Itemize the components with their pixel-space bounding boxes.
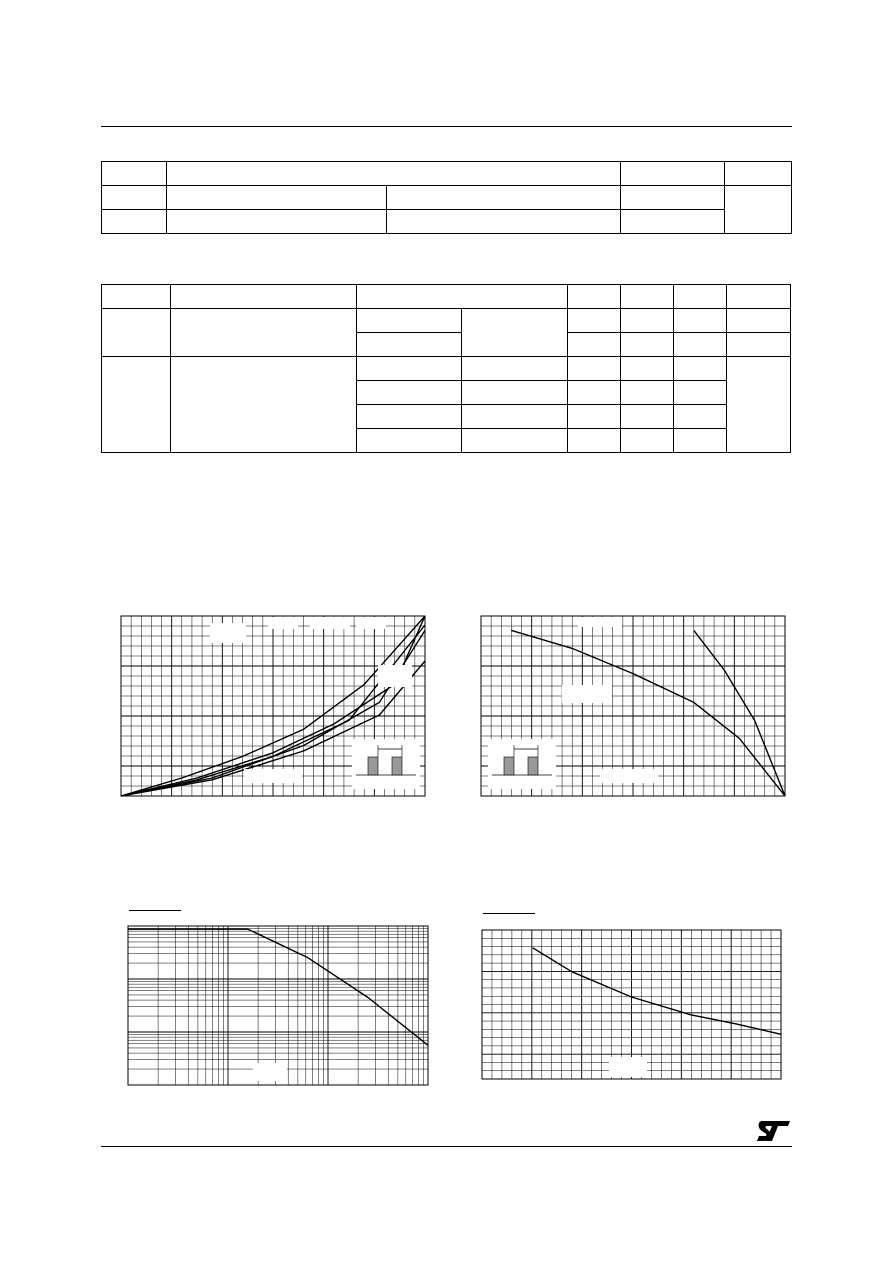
table-cell	[674, 333, 727, 357]
label-mask	[562, 685, 612, 703]
table-row	[102, 285, 791, 309]
electrical-table	[101, 284, 791, 453]
table-cell	[462, 309, 568, 357]
pulse-2	[392, 757, 402, 775]
table-cell	[674, 405, 727, 429]
table-cell	[621, 285, 674, 309]
table-cell	[102, 186, 167, 210]
pulse-waveform-icon	[352, 739, 420, 789]
inset-box	[352, 739, 420, 789]
table-cell	[568, 429, 621, 453]
table-cell	[102, 309, 171, 357]
table-cell	[674, 429, 727, 453]
table-row	[102, 309, 791, 333]
caption-rule-right	[483, 913, 535, 914]
table-cell	[462, 429, 568, 453]
table-cell	[356, 309, 462, 333]
table-cell	[462, 357, 568, 381]
table-cell	[620, 186, 725, 210]
chart-top-right-svg	[480, 615, 786, 797]
thermal-table	[101, 161, 792, 234]
chart-bottom-right-svg	[481, 929, 782, 1080]
table-cell	[727, 309, 791, 333]
table-cell	[568, 285, 621, 309]
table-cell	[727, 333, 791, 357]
table-cell	[356, 357, 462, 381]
chart-bottom-left	[127, 925, 429, 1086]
table-cell	[568, 405, 621, 429]
table-cell	[356, 381, 462, 405]
table-cell	[356, 333, 462, 357]
label-mask	[310, 617, 350, 629]
table-cell	[462, 405, 568, 429]
table-cell	[102, 285, 171, 309]
label-mask	[356, 617, 386, 629]
table-cell	[170, 309, 356, 357]
table-cell	[621, 357, 674, 381]
table-cell	[102, 210, 167, 234]
label-mask	[210, 623, 246, 643]
table-cell	[568, 357, 621, 381]
table-row	[102, 162, 792, 186]
label-mask	[378, 665, 412, 687]
table-cell	[386, 186, 620, 210]
table-cell	[725, 162, 792, 186]
header-rule	[101, 126, 792, 127]
label-mask	[268, 617, 298, 629]
table-cell	[356, 285, 568, 309]
table-cell	[620, 162, 725, 186]
table-cell	[621, 309, 674, 333]
pulse-1	[504, 757, 514, 775]
label-mask	[578, 617, 622, 627]
chart-bottom-left-svg	[127, 925, 429, 1086]
table-row	[102, 357, 791, 381]
table-cell	[727, 285, 791, 309]
table-cell	[674, 381, 727, 405]
chart-frame	[128, 926, 428, 1085]
st-logo-icon	[756, 1119, 792, 1148]
pulse-2	[528, 757, 538, 775]
label-mask	[253, 1063, 287, 1081]
inset-box	[488, 739, 556, 789]
table-cell	[166, 186, 386, 210]
table-cell	[102, 357, 171, 453]
table-cell	[621, 429, 674, 453]
table-cell	[166, 162, 620, 186]
table-cell	[620, 210, 725, 234]
table-cell	[674, 285, 727, 309]
table-cell	[621, 381, 674, 405]
table-row	[102, 210, 792, 234]
table-cell	[568, 309, 621, 333]
table-cell	[356, 405, 462, 429]
chart-top-right	[480, 615, 786, 797]
table-cell	[568, 333, 621, 357]
table-cell	[674, 309, 727, 333]
table-cell	[356, 429, 462, 453]
table-cell	[462, 381, 568, 405]
table-cell	[621, 405, 674, 429]
table-cell	[725, 186, 792, 234]
table-cell	[674, 357, 727, 381]
table-cell	[386, 210, 620, 234]
label-mask	[244, 769, 302, 783]
table-cell	[727, 357, 791, 453]
table-cell	[568, 381, 621, 405]
pulse-1	[368, 757, 378, 775]
footer-rule	[101, 1146, 792, 1147]
table-cell	[166, 210, 386, 234]
table-cell	[102, 162, 167, 186]
table-row	[102, 186, 792, 210]
label-mask	[600, 769, 658, 783]
pulse-waveform-icon	[488, 739, 556, 789]
chart-top-left-svg	[120, 615, 426, 797]
table-cell	[170, 285, 356, 309]
chart-top-left	[120, 615, 426, 797]
label-mask	[609, 1057, 647, 1077]
chart-bottom-right	[481, 929, 782, 1080]
table-cell	[170, 357, 356, 453]
caption-rule-left	[129, 910, 181, 911]
table-cell	[621, 333, 674, 357]
